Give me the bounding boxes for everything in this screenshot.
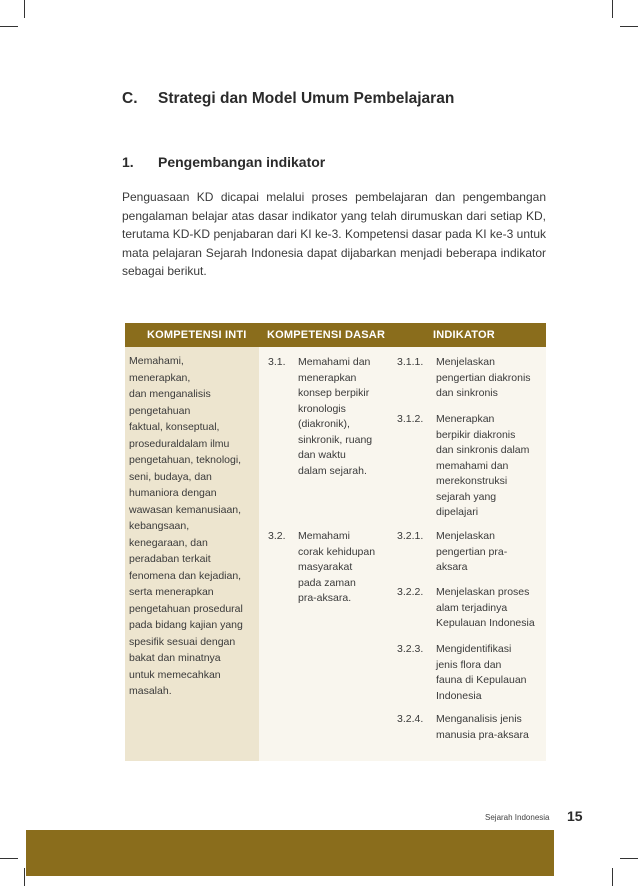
- crop-mark: [620, 858, 638, 859]
- indikator-line: Menganalisis jenis: [436, 713, 522, 725]
- kd-code: 3.2.: [268, 530, 286, 542]
- kd-line: pra-aksara.: [298, 592, 352, 604]
- indikator-line: Indonesia: [436, 689, 482, 702]
- ki-line: pengetahuan, teknologi,: [129, 454, 242, 466]
- indikator-line: berpikir diakronis: [436, 428, 516, 441]
- section-title: Strategi dan Model Umum Pembelajaran: [158, 90, 455, 107]
- ki-line: faktual, konseptual,: [129, 421, 220, 433]
- ki-line: fenomena dan kejadian,: [129, 569, 242, 582]
- ki-line: pada bidang kajian yang: [129, 619, 243, 631]
- ki-line: dan menganalisis: [129, 388, 211, 400]
- kd-line: pada zaman: [298, 576, 356, 589]
- ki-cell: [129, 353, 257, 700]
- subsection-title: Pengembangan indikator: [158, 154, 326, 170]
- competency-table: [125, 323, 546, 761]
- indikator-line: pengertian pra-: [436, 545, 508, 558]
- indikator-line: dipelajari: [436, 506, 479, 518]
- indikator-code: 3.1.1.: [397, 356, 424, 368]
- kd-line: corak kehidupan: [298, 545, 376, 558]
- indikator-line: pengertian diakronis: [436, 371, 531, 384]
- indikator-line: Menerapkan: [436, 413, 495, 425]
- kd-line: sinkronik, ruang: [298, 433, 373, 446]
- footer-bar: [26, 830, 554, 876]
- section-number: C.: [122, 90, 138, 107]
- indikator-line: fauna di Kepulauan: [436, 674, 527, 686]
- indikator-line: aksara: [436, 561, 468, 573]
- kd-line: masyarakat: [298, 561, 353, 573]
- crop-mark: [620, 26, 638, 27]
- crop-mark: [24, 0, 25, 18]
- kd-line: dalam sejarah.: [298, 464, 367, 477]
- indikator-line: Mengidentifikasi: [436, 643, 512, 655]
- crop-mark: [0, 858, 18, 859]
- indikator-line: Menjelaskan: [436, 530, 495, 542]
- ki-line: menerapkan,: [129, 371, 191, 384]
- kd-line: konsep berpikir: [298, 387, 370, 399]
- indikator-line: manusia pra-aksara: [436, 728, 529, 741]
- indikator-line: alam terjadinya: [436, 601, 508, 614]
- kd-line: menerapkan: [298, 371, 357, 384]
- indikator-code: 3.2.2.: [397, 586, 424, 598]
- table-header: [125, 323, 546, 347]
- ki-line: serta menerapkan: [129, 586, 214, 598]
- kd-line: dan waktu: [298, 449, 346, 461]
- section-heading: [122, 90, 454, 108]
- kd-line: kronologis: [298, 402, 346, 415]
- indikator-line: sejarah yang: [436, 490, 497, 503]
- page-number: 15: [567, 808, 583, 824]
- crop-mark: [24, 868, 25, 886]
- kd-line: Memahami: [298, 530, 350, 542]
- indikator-code: 3.2.3.: [397, 643, 424, 655]
- ki-line: humaniora dengan: [129, 487, 217, 499]
- indikator-line: jenis flora dan: [436, 658, 502, 671]
- indikator-line: Menjelaskan: [436, 356, 495, 368]
- crop-mark: [0, 26, 18, 27]
- indikator-line: merekonstruksi: [436, 475, 508, 487]
- indikator-line: dan sinkronis dalam: [436, 444, 530, 456]
- footer-book-title: Sejarah Indonesia: [485, 813, 550, 822]
- ki-line: seni, budaya, dan: [129, 470, 212, 483]
- ki-line: untuk memecahkan: [129, 668, 221, 681]
- indikator-code: 3.1.2.: [397, 413, 424, 425]
- header-kompetensi-inti: KOMPETENSI INTI: [147, 329, 247, 341]
- ki-line: bakat dan minatnya: [129, 652, 221, 664]
- ki-line: pengetahuan prosedural: [129, 602, 243, 615]
- indikator-code: 3.2.1.: [397, 530, 424, 542]
- ki-line: masalah.: [129, 685, 172, 697]
- indikator-line: dan sinkronis: [436, 387, 498, 399]
- ki-line: peradaban terkait: [129, 553, 211, 565]
- body-paragraph: Penguasaan KD dicapai melalui proses pembelajaran dan pengembangan pengalaman belajar atas dasar indikator yang telah dirumuskan dari setiap KD, terutama KD-KD penjabaran dari KI ke-3. Kompetensi dasar pada KI ke-3 untuk mata pelajaran Sejarah Indonesia dapat dijabarkan menjadi beberapa indikator sebagai berikut.: [122, 190, 546, 278]
- kd-line: Memahami dan: [298, 356, 371, 368]
- kd-line: (diakronik),: [298, 418, 350, 430]
- kd-code: 3.1.: [268, 356, 286, 368]
- crop-mark: [612, 0, 613, 18]
- header-kompetensi-dasar: KOMPETENSI DASAR: [267, 329, 386, 341]
- crop-mark: [612, 868, 613, 886]
- ki-line: kenegaraan, dan: [129, 536, 208, 549]
- ki-line: kebangsaan,: [129, 520, 190, 532]
- subsection-number: 1.: [122, 154, 134, 170]
- ki-line: spesifik sesuai dengan: [129, 635, 236, 648]
- header-indikator: INDIKATOR: [433, 329, 495, 341]
- ki-line: pengetahuan: [129, 404, 191, 417]
- ki-line: wawasan kemanusiaan,: [129, 503, 242, 516]
- indikator-code: 3.2.4.: [397, 713, 424, 725]
- indikator-line: Menjelaskan proses: [436, 586, 530, 598]
- subsection-heading: [122, 154, 325, 170]
- ki-line: proseduraldalam ilmu: [129, 437, 230, 450]
- indikator-line: memahami dan: [436, 459, 509, 472]
- ki-line: Memahami,: [129, 355, 184, 367]
- indikator-line: Kepulauan Indonesia: [436, 617, 535, 629]
